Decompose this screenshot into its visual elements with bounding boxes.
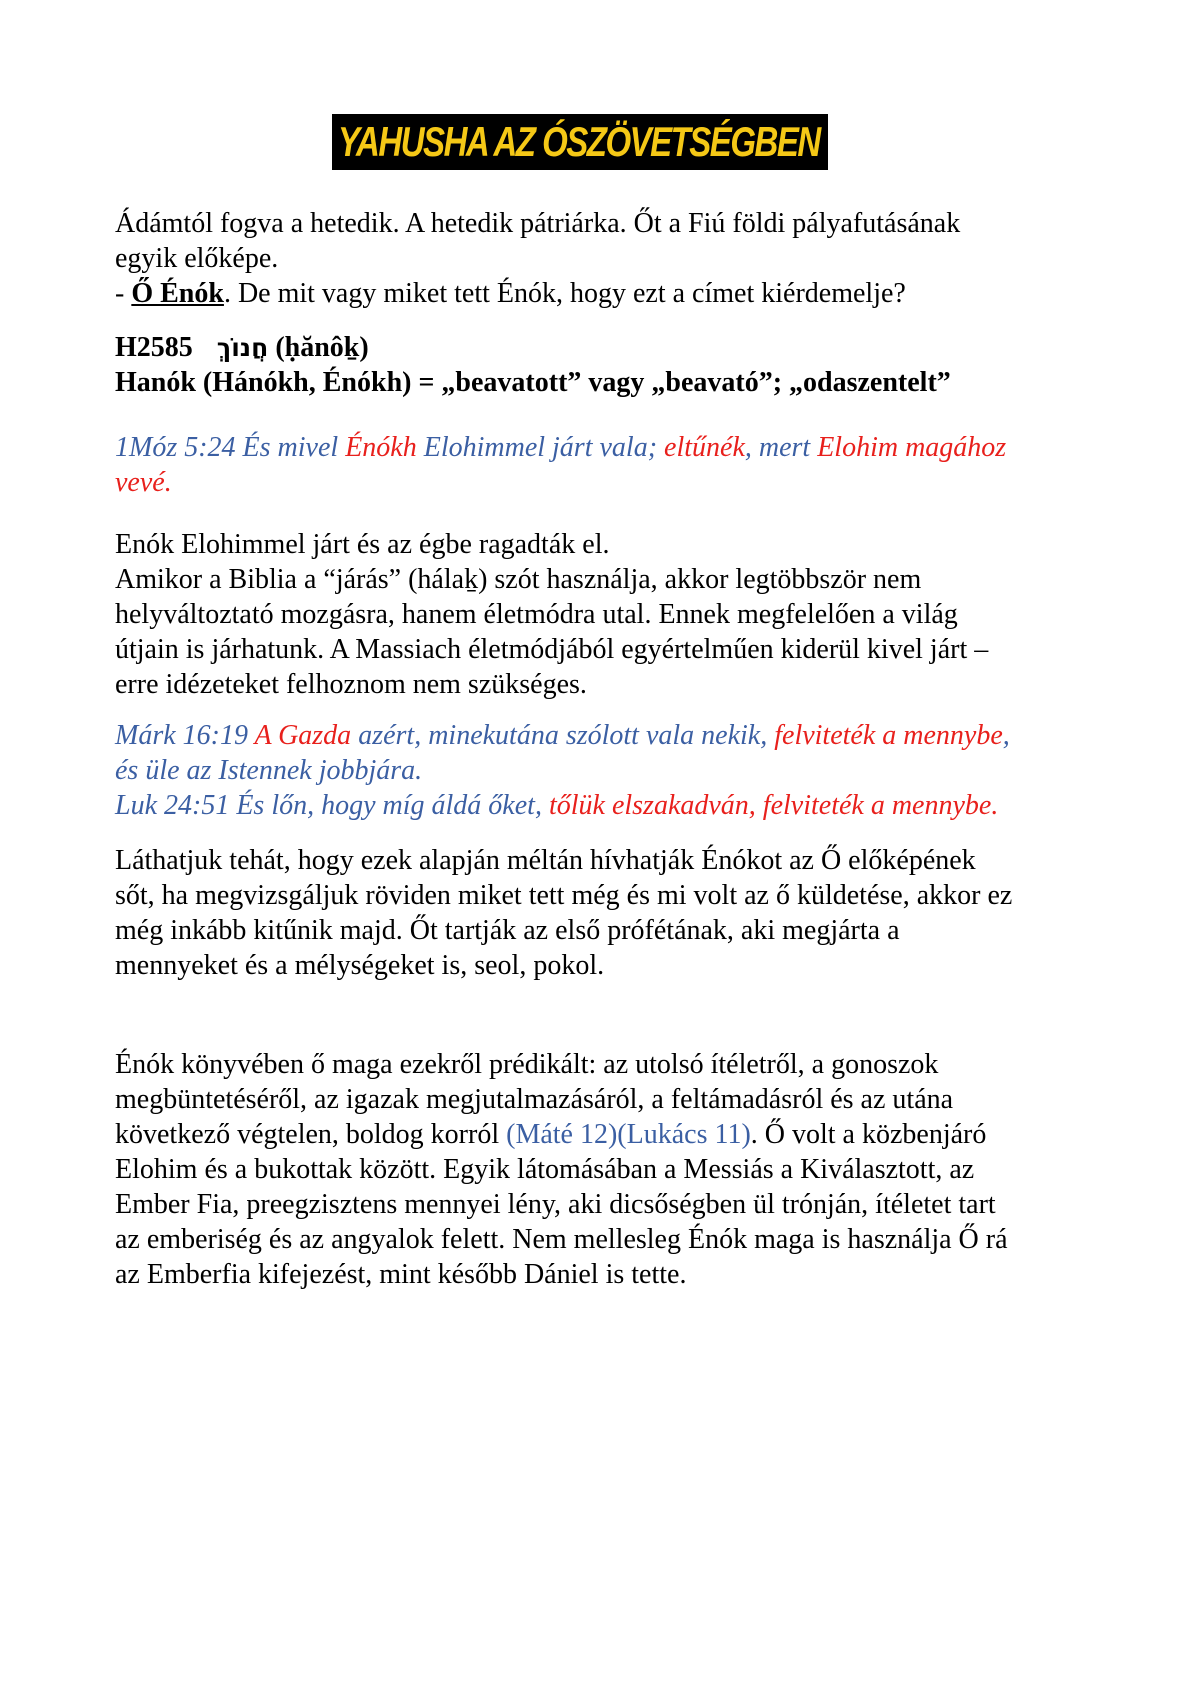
paragraph-line: megbüntetéséről, az igazak megjutalmazásáról, a feltámadásról és az utána [115,1084,954,1115]
verse-ref: 1Móz 5:24 És mivel [115,432,346,463]
enok-name: Ő Énók [131,278,224,309]
paragraph-line: sőt, ha megvizsgáljuk röviden miket tett még és mi volt az ő küldetése, akkor ez [115,880,1013,911]
hebrew-word: חֲנוֹךְ [216,333,269,362]
dash: - [115,278,132,309]
paragraph-line: az emberiség és az angyalok felett. Nem mellesleg Énók maga is használja Ő rá [115,1224,1008,1255]
strong-entry [115,330,1075,400]
paragraph-line: Ember Fia, preegzisztens mennyei lény, aki dicsőségben ül trónján, ítéletet tart [115,1189,996,1220]
paragraph-line: erre idézeteket felhoznom nem szükséges. [115,669,587,700]
walking-paragraph [115,527,1075,702]
paragraph-line: Amikor a Biblia a “járás” (hálaḵ) szót használja, akkor legtöbbször nem [115,564,922,595]
intro-line [115,276,1075,311]
verse-line: és üle az Istennek jobbjára. [115,755,423,786]
verse-ref: Márk 16:19 [115,720,255,751]
paragraph-line: Láthatjuk tehát, hogy ezek alapján méltán hívhatják Énókot az Ő előképének [115,845,976,876]
strong-heading [115,330,1075,365]
paragraph-line: Elohim és a bukottak között. Egyik látomásában a Messiás a Kiválasztott, az [115,1154,975,1185]
verse-line [115,788,1075,823]
paragraph-line: az Emberfia kifejezést, mint később Dániel is tette. [115,1259,687,1290]
paragraph-line: Enók Elohimmel járt és az égbe ragadták el. [115,529,610,560]
paragraph-line: helyváltoztató mozgásra, hanem életmódra utal. Ennek megfelelően a világ [115,599,958,630]
strong-code: H2585 [115,332,193,363]
forerunner-paragraph [115,843,1075,983]
paragraph-text: következő végtelen, boldog korról [115,1119,507,1150]
verse-text: Elohimmel jár [416,432,585,463]
page-title: YAHUSHA AZ ÓSZÖVETSÉGBEN [338,118,820,165]
verse-highlight: felviteték a mennybe [774,720,1003,751]
verse-line [115,718,1075,753]
verse-text: t vala; [584,432,665,463]
verse-highlight: eltűnék [664,432,745,463]
verse-text: , mert [744,432,818,463]
intro-question: . De mit vagy miket tett Énók, hogy ezt a címet kiérdemelje? [223,278,906,309]
verse-line [115,430,1075,465]
intro-paragraph [115,206,1075,311]
paragraph-line: útjain is járhatunk. A Massiach életmódjából egyértelműen kiderül kivel járt – [115,634,989,665]
verse-line: vevé. [115,467,172,498]
verse-highlight: tőlük elszakadván, felviteték a mennybe. [548,790,999,821]
transliteration: (ḥănôḵ) [275,332,369,363]
title-banner [332,114,828,170]
verse-highlight: Énókh [345,432,417,463]
strong-meaning: Hanók (Hánókh, Énókh) = „beavatott” vagy „beavató”; „odaszentelt” [115,367,951,398]
paragraph-line: Énók könyvében ő maga ezekről prédikált: az utolsó ítéletről, a gonoszok [115,1049,939,1080]
paragraph-line: még inkább kitűnik majd. Őt tartják az első prófétának, aki megjárta a [115,915,900,946]
intro-line: egyik előképe. [115,243,279,274]
book-of-enoch-paragraph [115,1047,1075,1292]
verse-highlight: A Gazda [254,720,352,751]
scripture-reference: (Máté 12)(Lukács 11) [506,1119,751,1150]
paragraph-line [115,1117,1075,1152]
paragraph-text: . Ő volt a közbenjáró [750,1119,987,1150]
verse-highlight: Elohim magához [817,432,1007,463]
verse-text: azért, minekutána szólott vala nekik, [351,720,775,751]
verse-genesis [115,430,1075,500]
intro-line: Ádámtól fogva a hetedik. A hetedik pátriárka. Őt a Fiú földi pályafutásának [115,208,961,239]
paragraph-line: mennyeket és a mélységeket is, seol, pokol. [115,950,605,981]
verse-text: , [1002,720,1010,751]
verses-ascension [115,718,1075,823]
verse-ref: Luk 24:51 És lőn, hogy míg áldá őket, [115,790,549,821]
